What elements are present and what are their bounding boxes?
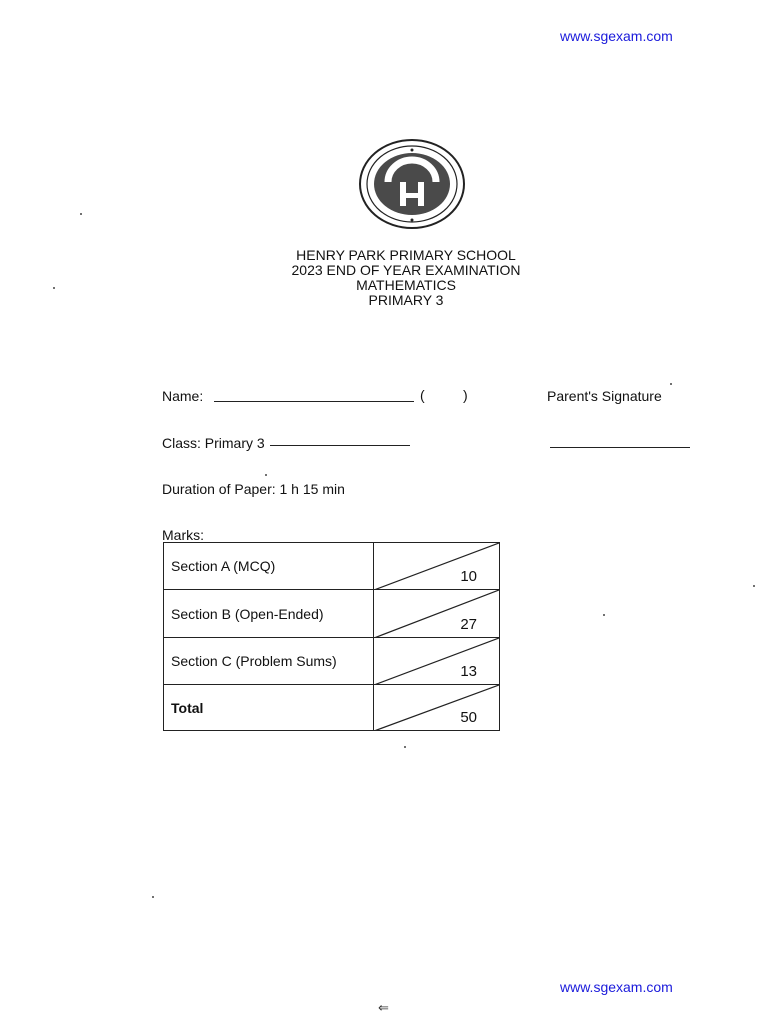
table-row: [164, 685, 500, 731]
name-field[interactable]: [214, 401, 414, 402]
index-open-paren: (: [420, 387, 425, 403]
scan-speck: [265, 474, 267, 476]
marks-table: [163, 542, 500, 731]
marks-label: Marks:: [162, 527, 204, 543]
scan-mark-icon: ⇐: [378, 1000, 389, 1015]
exam-header: [0, 248, 768, 308]
scan-speck: [80, 213, 82, 215]
scan-speck: [753, 585, 755, 587]
score-cell: [374, 685, 500, 731]
diagonal-line: [374, 638, 499, 685]
section-total: 10: [460, 568, 477, 585]
table-row: [164, 590, 500, 638]
score-cell: [374, 590, 500, 638]
school-name: HENRY PARK PRIMARY SCHOOL: [296, 247, 516, 263]
class-field[interactable]: [270, 445, 410, 446]
scan-speck: [152, 896, 154, 898]
watermark-link-bottom[interactable]: www.sgexam.com: [560, 979, 673, 995]
scan-speck: [404, 746, 406, 748]
exam-title: 2023 END OF YEAR EXAMINATION: [291, 262, 521, 278]
table-row: [164, 543, 500, 590]
diagonal-line: [374, 685, 499, 731]
diagonal-line: [374, 543, 499, 590]
section-cell: [164, 638, 374, 685]
section-total: 27: [460, 616, 477, 633]
scan-speck: [603, 614, 605, 616]
school-crest: [358, 138, 466, 230]
class-label: Class: Primary 3: [162, 435, 265, 451]
parent-signature-label: Parent's Signature: [547, 388, 662, 404]
watermark-link-top[interactable]: www.sgexam.com: [560, 28, 673, 44]
section-cell: [164, 590, 374, 638]
duration-label: Duration of Paper: 1 h 15 min: [162, 481, 345, 497]
index-close-paren: ): [463, 387, 468, 403]
score-cell: [374, 543, 500, 590]
section-cell: [164, 685, 374, 731]
section-label: Section A (MCQ): [171, 558, 276, 574]
section-label: Section C (Problem Sums): [171, 653, 337, 669]
section-label: Section B (Open-Ended): [171, 605, 324, 622]
section-cell: [164, 543, 374, 590]
score-cell: [374, 638, 500, 685]
diagonal-line: [374, 590, 499, 638]
table-row: [164, 638, 500, 685]
scan-speck: [670, 383, 672, 385]
section-total: 13: [460, 663, 477, 680]
parent-signature-field[interactable]: [550, 447, 690, 448]
section-total: 50: [460, 709, 477, 726]
level-title: PRIMARY 3: [368, 292, 444, 308]
scan-speck: [53, 287, 55, 289]
section-label: Total: [171, 699, 204, 716]
name-label: Name:: [162, 388, 204, 404]
subject-title: MATHEMATICS: [356, 277, 456, 293]
